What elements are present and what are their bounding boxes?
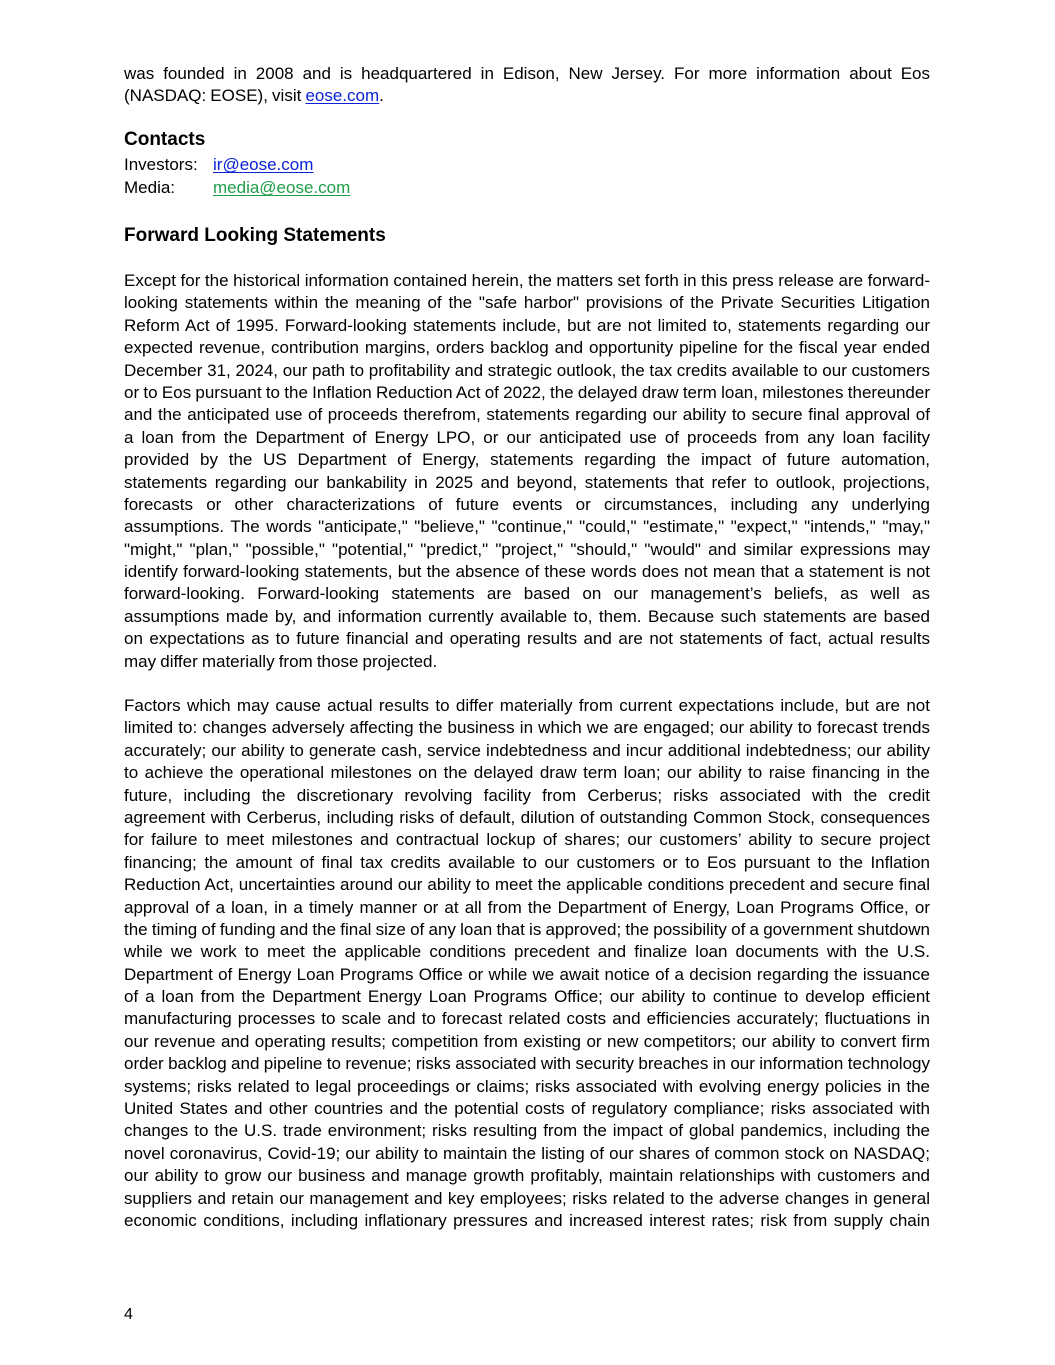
paragraph-line: a loan from the Department of Energy LPO, or our anticipated use of proceeds from any loan facility bbox=[124, 427, 930, 447]
paragraph-line: suppliers and retain our management and key employees; risks related to the adverse changes in general bbox=[124, 1188, 930, 1208]
media-email-link[interactable]: media@eose.com bbox=[213, 178, 351, 197]
paragraph-line: of a loan from the Department Energy Loan Programs Office; our ability to continue to develop efficient bbox=[124, 987, 930, 1007]
forward-looking-paragraph-1 bbox=[124, 270, 930, 673]
paragraph-line: United States and other countries and the potential costs of regulatory compliance; risks associated with bbox=[124, 1099, 930, 1119]
paragraph-text: . bbox=[379, 86, 384, 106]
paragraph-line: the timing of funding and the final size of any loan that is approved; the possibility of a government shutdown bbox=[124, 919, 930, 939]
paragraph-line: Department of Energy Loan Programs Office or while we await notice of a decision regarding the issuance bbox=[124, 964, 930, 984]
paragraph-line: future, including the discretionary revolving facility from Cerberus; risks associated with the credit bbox=[124, 785, 930, 805]
paragraph-line: systems; risks related to legal proceedings or claims; risks associated with evolving energy policies in the bbox=[124, 1076, 930, 1096]
paragraph-line: forecasts or other characterizations of future events or circumstances, including any underlying bbox=[124, 494, 930, 514]
investors-email-link[interactable]: ir@eose.com bbox=[213, 155, 314, 174]
paragraph-line: economic conditions, including inflationary pressures and increased interest rates; risk from supply chain bbox=[124, 1210, 930, 1230]
paragraph-line: expected revenue, contribution margins, orders backlog and opportunity pipeline for the fiscal year ended bbox=[124, 338, 930, 358]
paragraph-line: assumptions. The words "anticipate," "believe," "continue," "could," "estimate," "expect," "intends," "may," bbox=[124, 517, 930, 537]
paragraph-line: Reduction Act, uncertainties around our ability to meet the applicable conditions precedent and secure final bbox=[124, 875, 930, 895]
paragraph-line: was founded in 2008 and is headquartered in Edison, New Jersey. For more information about Eos bbox=[124, 64, 930, 83]
paragraph-line: and the anticipated use of proceeds therefrom, statements regarding our ability to secure final approval of bbox=[124, 405, 930, 425]
paragraph-line: financing; the amount of final tax credits available to our customers or to Eos pursuant to the Inflation bbox=[124, 852, 930, 872]
contacts-list bbox=[124, 153, 930, 199]
paragraph-line: identify forward-looking statements, but the absence of these words does not mean that a statement is not bbox=[124, 562, 930, 582]
paragraph-line: our revenue and operating results; competition from existing or new competitors; our ability to convert firm bbox=[124, 1031, 930, 1051]
intro-paragraph bbox=[124, 63, 930, 108]
contacts-heading: Contacts bbox=[124, 129, 206, 150]
paragraph-line: may differ materially from those projected. bbox=[124, 651, 438, 671]
paragraph-line bbox=[124, 85, 930, 107]
paragraph-line: provided by the US Department of Energy, statements regarding the impact of future automation, bbox=[124, 450, 930, 470]
paragraph-line: for failure to meet milestones and contractual lockup of shares; our customers’ ability to secure project bbox=[124, 830, 930, 850]
paragraph-line: changes to the U.S. trade environment; risks resulting from the impact of global pandemics, including the bbox=[124, 1121, 930, 1141]
paragraph-line: or to Eos pursuant to the Inflation Reduction Act of 2022, the delayed draw term loan, milestones thereunder bbox=[124, 382, 930, 402]
paragraph-line: on expectations as to future financial and operating results and are not statements of fact, actual results bbox=[124, 629, 930, 649]
paragraph-line: approval of a loan, in a timely manner or at all from the Department of Energy, Loan Programs Office, or bbox=[124, 897, 930, 917]
contact-label: Investors: bbox=[124, 155, 198, 174]
paragraph-text: (NASDAQ: EOSE), visit bbox=[124, 86, 306, 106]
paragraph-line: manufacturing processes to scale and to forecast related costs and efficiencies accurately; fluctuations in bbox=[124, 1009, 930, 1029]
contact-row-investors bbox=[124, 153, 930, 176]
paragraph-line: limited to: changes adversely affecting the business in which we are engaged; our ability to forecast trends bbox=[124, 718, 930, 738]
paragraph-line: forward-looking. Forward-looking statements are based on our management’s beliefs, as well as bbox=[124, 584, 930, 604]
paragraph-line: "might," "plan," "possible," "potential," "predict," "project," "should," "would" and similar expressions may bbox=[124, 539, 930, 559]
contact-row-media bbox=[124, 176, 930, 199]
forward-looking-heading: Forward Looking Statements bbox=[124, 225, 386, 246]
paragraph-line: to achieve the operational milestones on the delayed draw term loan; our ability to raise financing in the bbox=[124, 763, 930, 783]
website-link[interactable]: eose.com bbox=[305, 86, 380, 106]
paragraph-line: Reform Act of 1995. Forward-looking statements include, but are not limited to, statements regarding our bbox=[124, 315, 930, 335]
paragraph-line: while we work to meet the applicable conditions precedent and finalize loan documents with the U.S. bbox=[124, 942, 930, 962]
page-number: 4 bbox=[124, 1306, 133, 1323]
contact-label: Media: bbox=[124, 178, 176, 197]
paragraph-line: looking statements within the meaning of the "safe harbor" provisions of the Private Securities Litigation bbox=[124, 293, 930, 313]
paragraph-line: statements regarding our bankability in 2025 and beyond, statements that refer to outlook, projections, bbox=[124, 472, 930, 492]
paragraph-line: accurately; our ability to generate cash, service indebtedness and incur additional indebtedness; our ability bbox=[124, 740, 930, 760]
paragraph-line: novel coronavirus, Covid-19; our ability to maintain the listing of our shares of common stock on NASDAQ; bbox=[124, 1143, 930, 1163]
paragraph-line: order backlog and pipeline to revenue; risks associated with security breaches in our information technology bbox=[124, 1054, 930, 1074]
paragraph-line: Except for the historical information contained herein, the matters set forth in this press release are forward- bbox=[124, 271, 930, 290]
forward-looking-paragraph-2 bbox=[124, 695, 930, 1232]
paragraph-line: assumptions made by, and information currently available to, them. Because such statements are based bbox=[124, 606, 930, 626]
paragraph-line: agreement with Cerberus, including risks of default, dilution of outstanding Common Stock, consequences bbox=[124, 807, 930, 827]
paragraph-line: Factors which may cause actual results to differ materially from current expectations include, but are not bbox=[124, 696, 930, 715]
paragraph-line: our ability to grow our business and manage growth profitably, maintain relationships with customers and bbox=[124, 1166, 930, 1186]
paragraph-line: December 31, 2024, our path to profitability and strategic outlook, the tax credits available to our customers bbox=[124, 360, 930, 380]
